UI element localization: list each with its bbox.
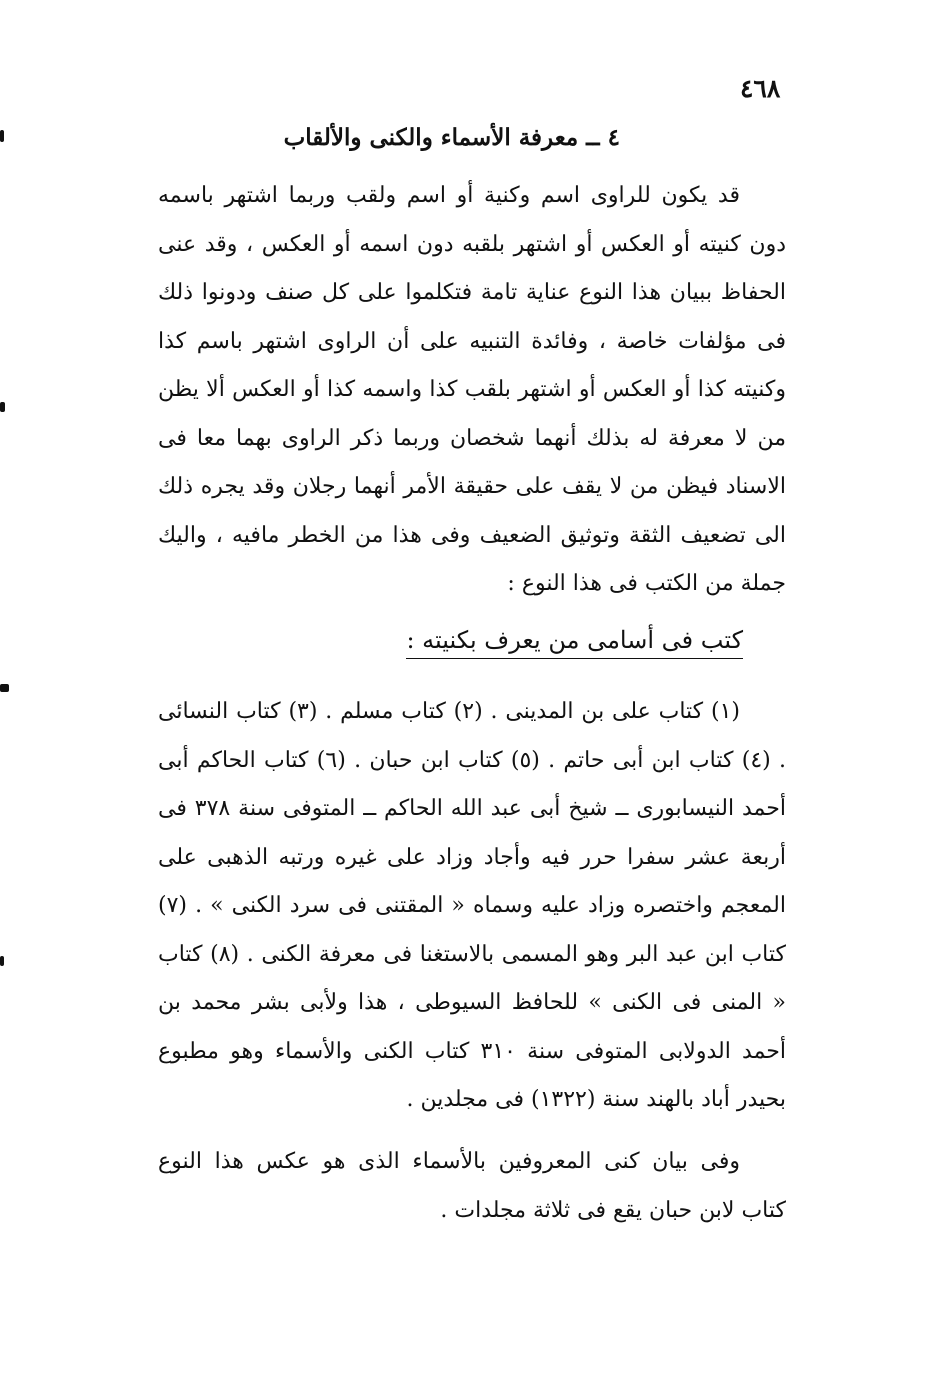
closing-paragraph: وفى بيان كنى المعروفين بالأسماء الذى هو عكس هذا النوع كتاب لابن حبان يقع فى ثلاثة مجلدات . <box>158 1149 786 1223</box>
books-subheading: كتب فى أسامى من يعرف بكنيته : <box>406 626 743 659</box>
scan-edge-mark <box>0 956 4 966</box>
scan-edge-mark <box>0 402 5 412</box>
scan-edge-mark <box>0 684 9 692</box>
scan-edge-mark <box>0 130 4 142</box>
page-number: ٤٦٨ <box>740 74 781 103</box>
section-heading: ٤ ــ معرفة الأسماء والكنى والألقاب <box>283 124 620 151</box>
books-list-paragraph: (١) كتاب على بن المدينى . (٢) كتاب مسلم . (٣) كتاب النسائى . (٤) كتاب ابن أبى حاتم . (٥) كتاب ابن حبان . (٦) كتاب الحاكم أبى أحمد النيسابورى ــ شيخ أبى عبد الله الحاكم ــ المتوفى سنة ٣٧٨ فى أربعة عشر سفرا حرر فيه وأجاد وزاد على غيره ورتبه الذهبى على المعجم واختصره وزاد عليه وسماه « المقتنى فى سرد الكنى » . (٧) كتاب ابن عبد البر وهو المسمى بالاستغنا فى معرفة الكنى . (٨) كتاب « المنى فى الكنى » للحافظ السيوطى ، هذا ولأبى بشر محمد بن أحمد الدولابى المتوفى سنة ٣١٠ كتاب الكنى والأسماء وهو مطبوع بحيدر أباد بالهند سنة (١٣٢٢) فى مجلدين . <box>158 699 787 1112</box>
intro-paragraph: قد يكون للراوى اسم وكنية أو اسم ولقب وربما اشتهر باسمه دون كنيته أو العكس أو اشتهر بلقبه دون اسمه أو العكس ، وقد عنى الحفاظ ببيان هذا النوع عناية تامة فتكلموا على كل صنف ودونوا ذلك فى مؤلفات خاصة ، وفائدة التنبيه على أن الراوى اشتهر باسم كذا وكنيته كذا أو العكس أو اشتهر بلقب كذا واسمه كذا أو العكس ألا يظن من لا معرفة له بذلك أنهما شخصان وربما ذكر الراوى بهما معا فى الاسناد فيظن من لا يقف على حقيقة الأمر أنهما رجلان وقد يجره ذلك الى تضعيف الثقة وتوثيق الضعيف وفى هذا من الخطر مافيه ، واليك جملة من الكتب فى هذا النوع : <box>158 183 786 596</box>
